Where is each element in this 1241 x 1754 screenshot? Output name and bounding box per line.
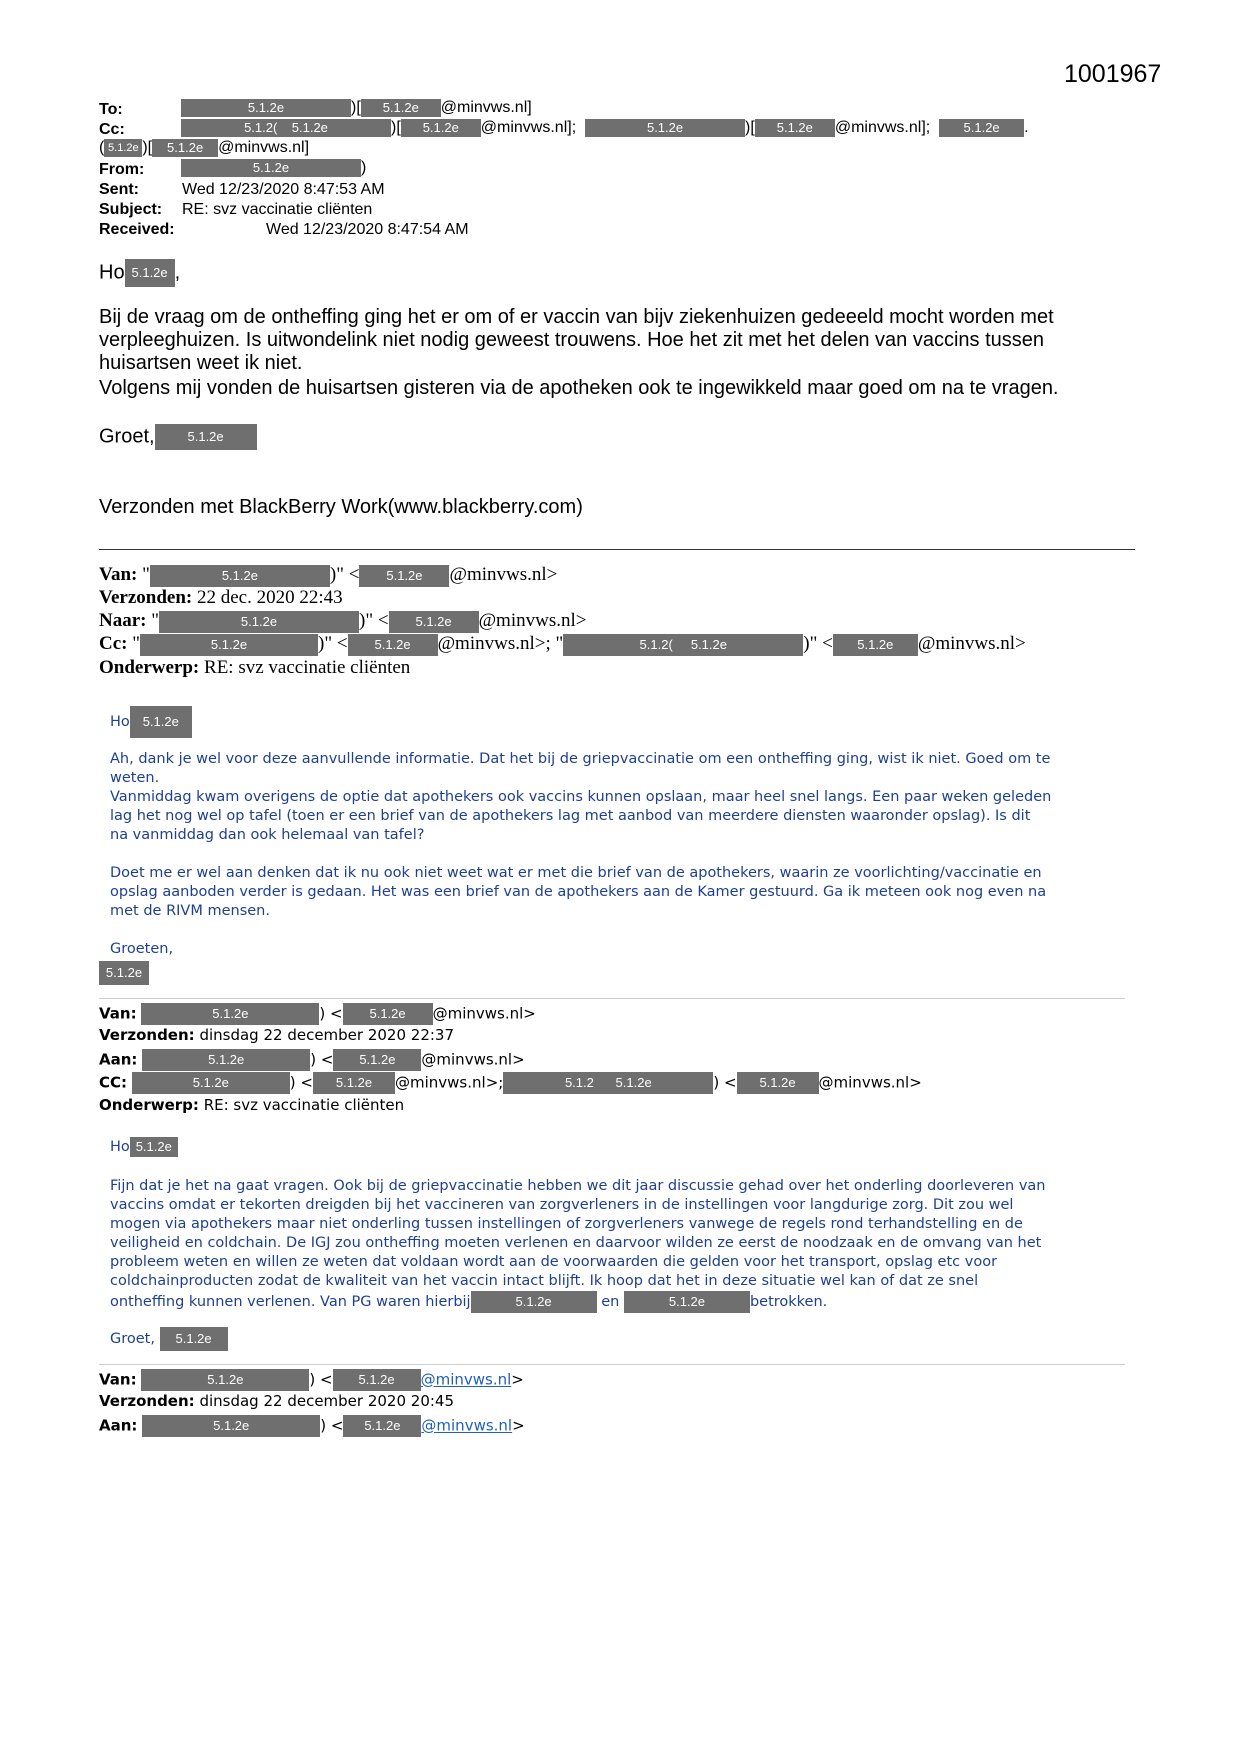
van-line: Van: 5.1.2e ) < 5.1.2e @minvws.nl> — [99, 1369, 524, 1391]
redaction: 5.1.2e — [104, 139, 142, 157]
paragraph-line: mogen via apothekers maar niet onderling tussen instellingen of zorgverleners vanwege de regels rond terhandstelling en de — [110, 1216, 1023, 1232]
closing: Groet, 5.1.2e — [99, 424, 257, 450]
verzonden-line: Verzonden: dinsdag 22 december 2020 22:37 — [99, 1026, 455, 1044]
redaction: 5.1.2e — [585, 119, 745, 137]
redaction: 5.1.2e — [737, 1072, 819, 1094]
greeting: Ho 5.1.2e — [110, 706, 192, 738]
closing: Groeten, — [110, 941, 174, 957]
paragraph-line: opslag aanboden verder is gedaan. Het was een brief van de apothekers aan de Kamer gestuurd. Ga ik meteen ook nog even na — [110, 884, 1047, 900]
redaction: 5.1.2 5.1.2e — [503, 1072, 713, 1094]
redaction: 5.1.2e — [141, 1003, 319, 1025]
redaction: 5.1.2e — [755, 119, 835, 137]
paragraph-line: verpleeghuizen. Is uitwondelink niet nodig geweest trouwens. Hoe het zit met het delen van vaccins tussen — [99, 329, 1044, 351]
received-value: Wed 12/23/2020 8:47:54 AM — [266, 221, 469, 238]
naar-line: Naar: " 5.1.2e )" < 5.1.2e @minvws.nl> — [99, 610, 587, 631]
redaction: 5.1.2e — [142, 1049, 310, 1071]
redaction: 5.1.2e — [343, 1003, 433, 1025]
paragraph-line: huisartsen weet ik niet. — [99, 352, 303, 374]
redaction: 5.1.2( 5.1.2e — [563, 634, 803, 656]
subject-value: RE: svz vaccinatie cliënten — [182, 201, 373, 218]
redaction: 5.1.2e — [359, 565, 449, 587]
cc-line: Cc: " 5.1.2e )" < 5.1.2e @minvws.nl>; " 5.1.2( 5.1.2e )" < 5.1.2e @minvws.nl> — [99, 633, 1026, 654]
redaction: 5.1.2e — [140, 634, 318, 656]
redaction: 5.1.2e — [833, 634, 918, 656]
greeting: Ho 5.1.2e , — [99, 259, 180, 287]
redaction: 5.1.2( 5.1.2e — [181, 119, 391, 137]
onderwerp-line: Onderwerp: RE: svz vaccinatie cliënten — [99, 657, 411, 678]
paragraph-line: weten. — [110, 770, 160, 786]
divider — [99, 1364, 1125, 1365]
redaction: 5.1.2e — [389, 611, 479, 633]
subject-label: Subject: — [99, 201, 163, 218]
paragraph-line: Bij de vraag om de ontheffing ging het er om of er vaccin van bijv ziekenhuizen gedeeeld mocht worden met — [99, 306, 1054, 328]
paragraph-line: Ah, dank je wel voor deze aanvullende informatie. Dat het bij de griepvaccinatie om een ontheffing ging, wist ik niet. Goed om te — [110, 751, 1051, 767]
paragraph-line: Volgens mij vonden de huisartsen gisteren via de apotheken ook te ingewikkeld maar goed om na te vragen. — [99, 377, 1059, 399]
divider — [99, 998, 1125, 999]
paragraph-line: vaccins omdat er tekorten dreigden bij het vaccineren van zorgverleners in de instellingen voor langdurige zorg. Dit zou wel — [110, 1197, 1014, 1213]
paragraph-line: Fijn dat je het na gaat vragen. Ook bij de griepvaccinatie hebben we dit jaar discussie gehad over het onderling doorleveren van — [110, 1178, 1046, 1194]
cc-value: 5.1.2( 5.1.2e )[ 5.1.2e @minvws.nl]; 5.1.2e )[ 5.1.2e @minvws.nl]; 5.1.2e . — [181, 118, 1029, 137]
redaction: 5.1.2e — [155, 424, 257, 450]
paragraph-line: Doet me er wel aan denken dat ik nu ook niet weet wat er met die brief van de apothekers, waarin ze voorlichting/vaccinatie en — [110, 865, 1042, 881]
redaction: 5.1.2e — [333, 1369, 421, 1391]
redaction: 5.1.2e — [624, 1291, 750, 1313]
redaction: 5.1.2e — [132, 1072, 290, 1094]
cc-value-continued: ( 5.1.2e )[ 5.1.2e @minvws.nl] — [99, 139, 310, 156]
redaction: 5.1.2e — [150, 565, 330, 587]
closing: Groet, 5.1.2e — [110, 1327, 228, 1351]
cc-line: CC: 5.1.2e ) < 5.1.2e @minvws.nl>; 5.1.2 5.1.2e ) < 5.1.2e @minvws.nl> — [99, 1072, 922, 1094]
redaction: 5.1.2e — [401, 119, 481, 137]
sent-label: Sent: — [99, 181, 139, 198]
redaction: 5.1.2e — [159, 611, 359, 633]
email-link[interactable]: @minvws.nl — [421, 1416, 513, 1435]
paragraph-line: probleem weten en willen ze weten dat voldaan wordt aan de voorwaarden die gelden voor het transport, opslag etc voor — [110, 1254, 998, 1270]
van-line: Van: " 5.1.2e )" < 5.1.2e @minvws.nl> — [99, 564, 558, 585]
redaction: 5.1.2e — [939, 119, 1024, 137]
to-value: 5.1.2e )[ 5.1.2e @minvws.nl] — [181, 98, 532, 117]
paragraph-line: veiligheid en coldchain. De IGJ zou ontheffing moeten verlenen en daarvoor wilden ze eerst de noodzaak en de omvang van het — [110, 1235, 1042, 1251]
redaction: 5.1.2e — [361, 99, 441, 117]
email-signature: Verzonden met BlackBerry Work(www.blackberry.com) — [99, 496, 583, 518]
paragraph-line: lag het nog wel op tafel (toen er een brief van de apothekers lag met aanbod van meerdere diensten waaronder opslag). Is dit — [110, 808, 1031, 824]
signature-redaction: 5.1.2e — [99, 961, 149, 985]
document-number: 1001967 — [1064, 60, 1162, 88]
redaction: 5.1.2e — [130, 706, 192, 738]
sent-value: Wed 12/23/2020 8:47:53 AM — [182, 181, 385, 198]
redaction: 5.1.2e — [181, 99, 351, 117]
cc-label: Cc: — [99, 121, 125, 138]
redaction: 5.1.2e — [333, 1049, 421, 1071]
email-link[interactable]: @minvws.nl — [420, 1370, 512, 1389]
redaction: 5.1.2e — [152, 139, 218, 157]
redaction: 5.1.2e — [160, 1327, 228, 1351]
received-label: Received: — [99, 221, 175, 238]
onderwerp-line: Onderwerp: RE: svz vaccinatie cliënten — [99, 1096, 405, 1114]
from-value: 5.1.2e ) — [181, 158, 366, 177]
from-label: From: — [99, 161, 145, 178]
divider — [99, 549, 1135, 550]
verzonden-line: Verzonden: dinsdag 22 december 2020 20:45 — [99, 1392, 455, 1410]
paragraph-line: met de RIVM mensen. — [110, 903, 270, 919]
redaction: 5.1.2e — [471, 1291, 597, 1313]
van-line: Van: 5.1.2e ) < 5.1.2e @minvws.nl> — [99, 1003, 536, 1025]
paragraph-line: coldchainproducten zodat de kwaliteit van het vaccin intact blijft. Ik hoop dat het in deze situatie wel kan of dat ze snel — [110, 1273, 979, 1289]
paragraph-line: ontheffing kunnen verlenen. Van PG waren hierbij 5.1.2e en 5.1.2e betrokken. — [110, 1291, 827, 1313]
redaction: 5.1.2e — [343, 1415, 421, 1437]
redaction: 5.1.2e — [141, 1369, 309, 1391]
redaction: 5.1.2e — [125, 259, 175, 287]
paragraph-line: na vanmiddag dan ook helemaal van tafel? — [110, 827, 425, 843]
verzonden-line: Verzonden: 22 dec. 2020 22:43 — [99, 587, 343, 608]
redaction: 5.1.2e — [313, 1072, 395, 1094]
redaction: 5.1.2e — [181, 159, 361, 177]
paragraph-line: Vanmiddag kwam overigens de optie dat apothekers ook vaccins kunnen opslaan, maar heel snel langs. Een paar weken geleden — [110, 789, 1052, 805]
aan-line: Aan: 5.1.2e ) < 5.1.2e @minvws.nl> — [99, 1049, 525, 1071]
redaction: 5.1.2e — [348, 634, 438, 656]
greeting: Ho 5.1.2e — [110, 1137, 178, 1157]
redaction: 5.1.2e — [130, 1137, 178, 1157]
redaction: 5.1.2e — [142, 1415, 320, 1437]
to-label: To: — [99, 101, 123, 118]
aan-line: Aan: 5.1.2e ) < 5.1.2e @minvws.nl> — [99, 1415, 525, 1437]
